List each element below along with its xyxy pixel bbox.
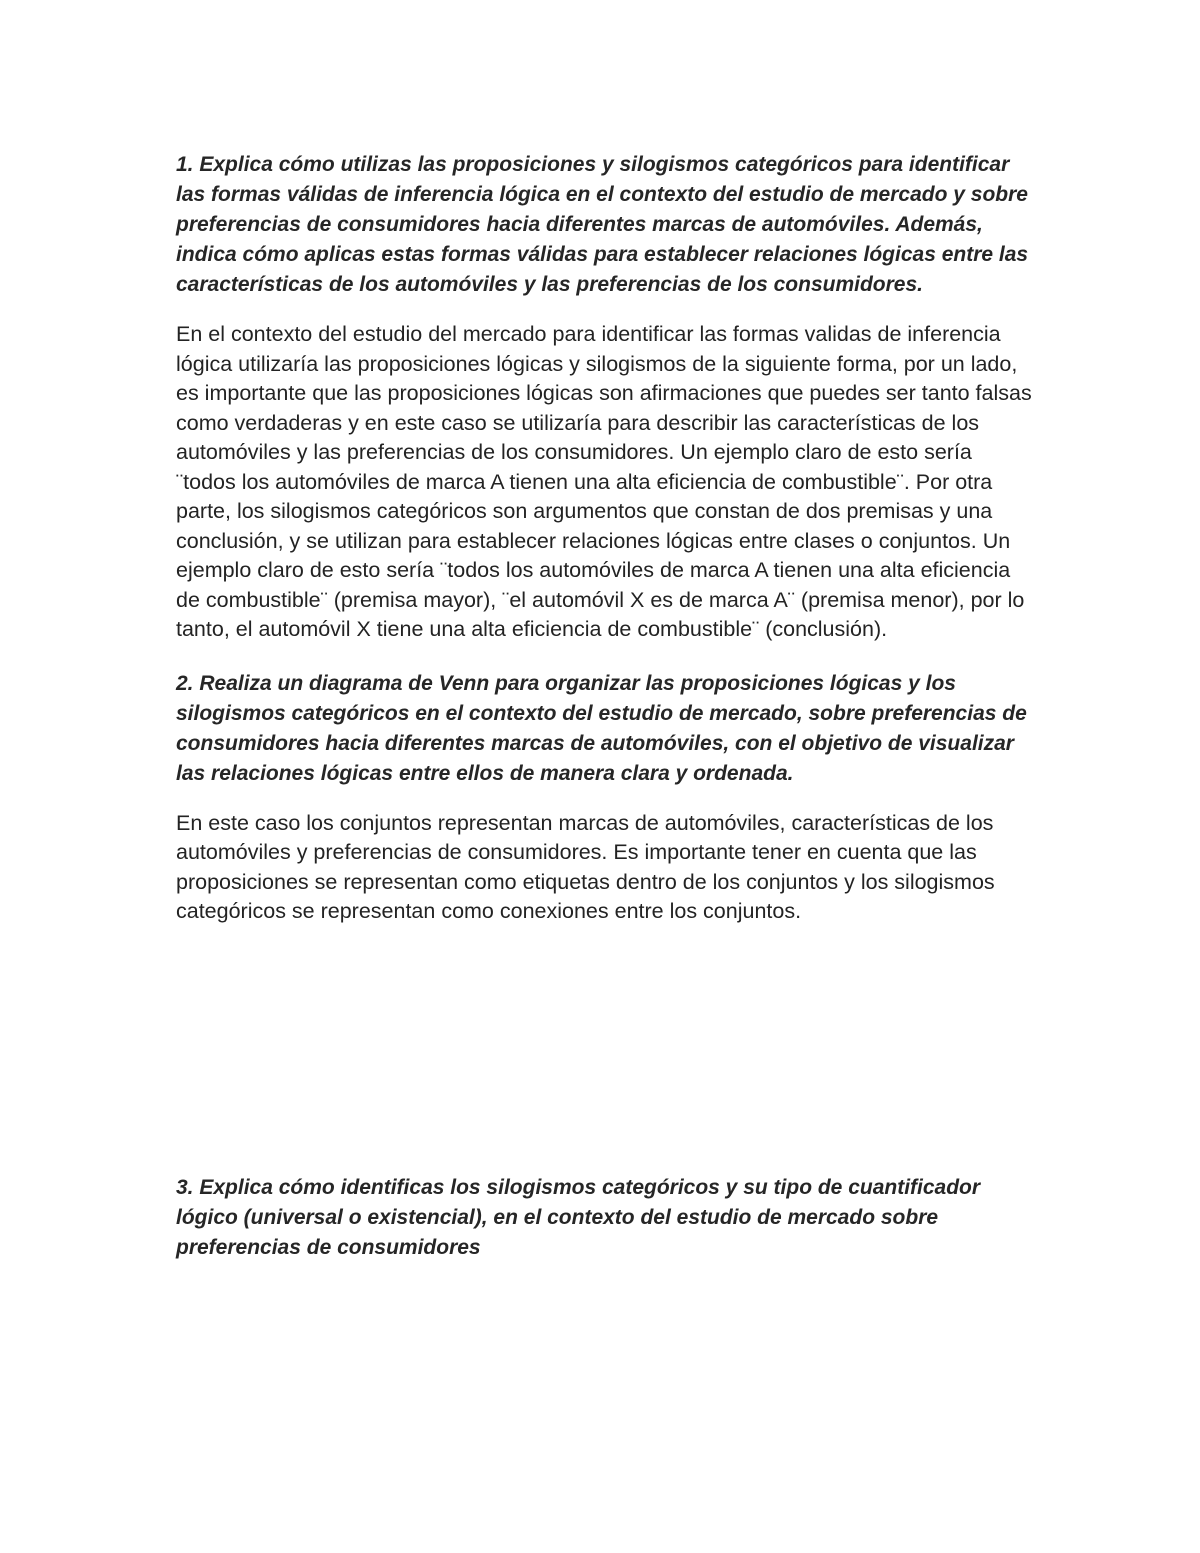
answer-2: En este caso los conjuntos representan marcas de automóviles, características de los automóviles y preferencias de consumidores. Es importante tener en cuenta que las proposiciones se representan como etiquetas dentro de los conjuntos y los silogismos categóricos se representan como conexiones entre los conjuntos. (176, 810, 995, 923)
question-1: 1. Explica cómo utilizas las proposiciones y silogismos categóricos para identificar las formas válidas de inferencia lógica en el contexto del estudio de mercado y sobre preferencias de consumidores hacia diferentes marcas de automóviles. Además, indica cómo aplicas estas formas válidas para establecer relaciones lógicas entre las características de los automóviles y las preferencias de los consumidores. (176, 153, 1029, 296)
venn-diagram-space (176, 927, 1036, 1173)
answer-1: En el contexto del estudio del mercado para identificar las formas validas de inferencia lógica utilizaría las proposiciones lógicas y silogismos de la siguiente forma, por un lado, es importante que las proposiciones lógicas son afirmaciones que puedes ser tanto falsas como verdaderas y en este caso se utilizaría para describir las características de los automóviles y las preferencias de los consumidores. Un ejemplo claro de esto sería ¨todos los automóviles de marca A tienen una alta eficiencia de combustible¨. Por otra parte, los silogismos categóricos son argumentos que constan de dos premisas y una conclusión, y se utilizan para establecer relaciones lógicas entre clases o conjuntos. Un ejemplo claro de esto sería ¨todos los automóviles de marca A tienen una alta eficiencia de combustible¨ (premisa mayor), ¨el automóvil X es de marca A¨ (premisa menor), por lo tanto, el automóvil X tiene una alta eficiencia de combustible¨ (conclusión). (176, 322, 1032, 641)
document-page (176, 150, 1036, 1263)
question-3: 3. Explica cómo identificas los silogismos categóricos y su tipo de cuantificador lógico (universal o existencial), en el contexto del estudio de mercado sobre preferencias de consumidores (176, 1175, 981, 1259)
spacer (176, 789, 1036, 809)
spacer (176, 645, 1036, 669)
question-2: 2. Realiza un diagrama de Venn para organizar las proposiciones lógicas y los silogismos categóricos en el contexto del estudio de mercado, sobre preferencias de consumidores hacia diferentes marcas de automóviles, con el objetivo de visualizar las relaciones lógicas entre ellos de manera clara y ordenada. (176, 671, 1027, 785)
spacer (176, 300, 1036, 320)
